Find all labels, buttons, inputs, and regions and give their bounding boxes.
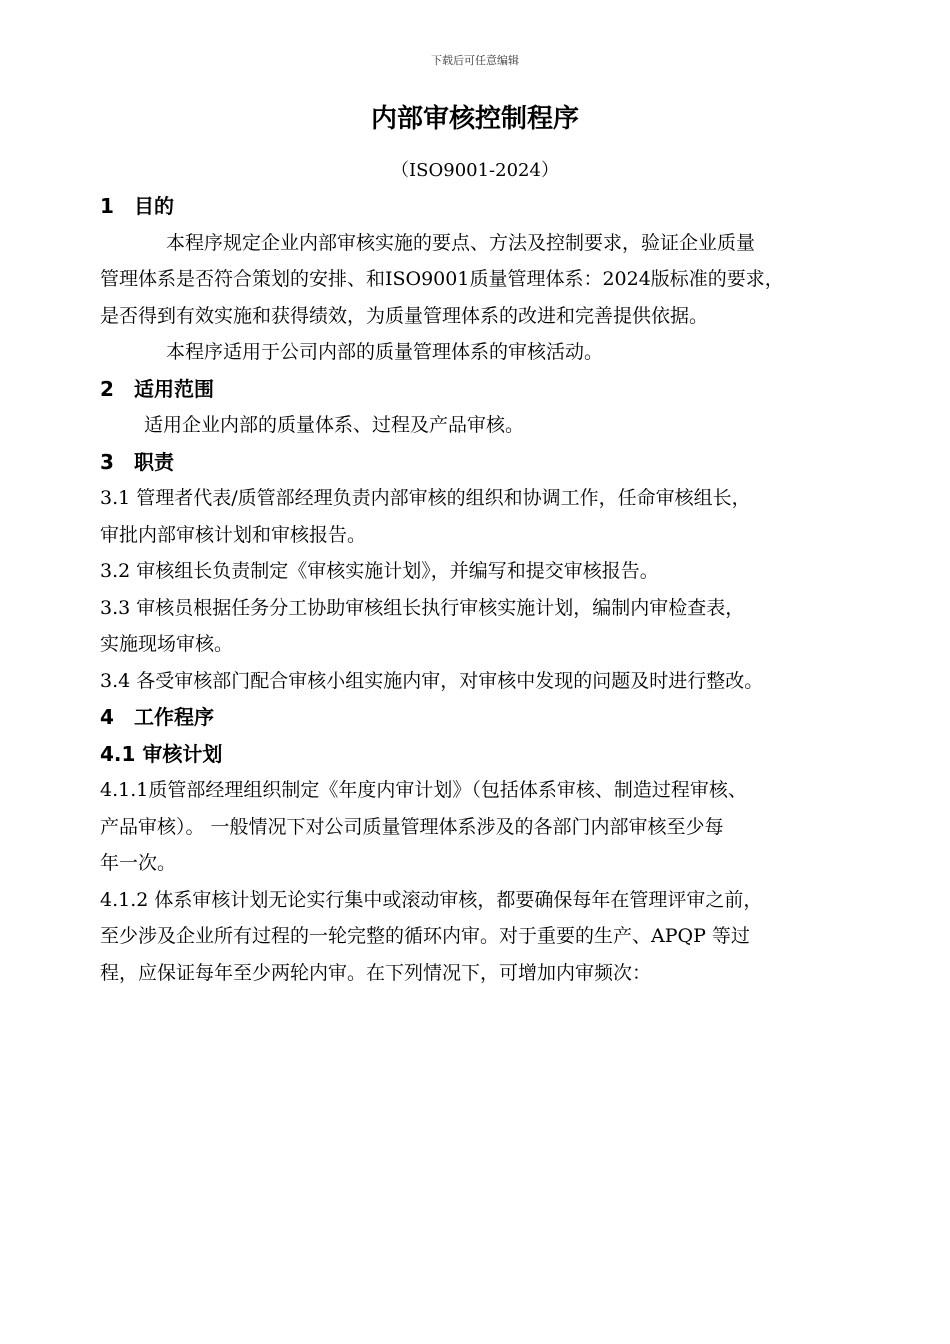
document-subtitle: （ISO9001-2024） [391, 160, 559, 181]
section-number: 2 [100, 376, 114, 401]
list-item-3-2: 3.2 审核组长负责制定《审核实施计划》，并编写和提交审核报告。 [100, 560, 659, 582]
paragraph-line: 本程序适用于公司内部的质量管理体系的审核活动。 [166, 341, 604, 363]
section-title: 目的 [134, 194, 174, 218]
paragraph-line: 年一次。 [100, 852, 177, 874]
paragraph-line: 产品审核）。 一般情况下对公司质量管理体系涉及的各部门内部审核至少每 [100, 815, 724, 838]
section-title: 工作程序 [134, 705, 214, 729]
paragraph-line: 4.1.2 体系审核计划无论实行集中或滚动审核，都要确保每年在管理评审之前， [100, 888, 763, 911]
section-number: 3 [100, 449, 114, 474]
paragraph-line: 管理体系是否符合策划的安排、和ISO9001质量管理体系：2024版标准的要求， [100, 268, 784, 290]
section-number: 1 [100, 194, 114, 218]
paragraph-line: 程，应保证每年至少两轮内审。在下列情况下，可增加内审频次： [100, 961, 652, 984]
section-title: 适用范围 [134, 376, 214, 401]
paragraph-line: 本程序规定企业内部审核实施的要点、方法及控制要求，验证企业质量 [166, 231, 756, 254]
paragraph-line: 至少涉及企业所有过程的一轮完整的循环内审。对于重要的生产、APQP 等过 [100, 925, 750, 947]
section-number: 4 [100, 705, 114, 729]
section-3-heading [100, 444, 880, 481]
paragraph-line: 适用企业内部的质量体系、过程及产品审核。 [144, 414, 525, 436]
paragraph-line: 是否得到有效实施和获得绩效，为质量管理体系的改进和完善提供依据。 [100, 304, 709, 327]
section-2-heading [100, 371, 880, 408]
section-1-heading [100, 188, 880, 225]
list-item-3-1: 3.1 管理者代表/质管部经理负责内部审核的组织和协调工作，任命审核组长， [100, 487, 751, 509]
list-item-3-4: 3.4 各受审核部门配合审核小组实施内审，对审核中发现的问题及时进行整改。 [100, 669, 764, 692]
list-item-3-3-cont: 实施现场审核。 [100, 633, 234, 655]
document-title: 内部审核控制程序 [370, 104, 579, 134]
subsection-4-1-heading: 4.1 审核计划 [100, 741, 223, 766]
section-title: 职责 [134, 449, 174, 474]
document-body [100, 188, 880, 991]
header-note: 下载后可任意编辑 [431, 54, 519, 67]
list-item-3-3: 3.3 审核员根据任务分工协助审核组长执行审核实施计划，编制内审检查表， [100, 596, 745, 619]
list-item-3-1-cont: 审批内部审核计划和审核报告。 [100, 523, 367, 546]
section-4-heading [100, 699, 880, 736]
paragraph-line: 4.1.1质管部经理组织制定《年度内审计划》（包括体系审核、制造过程审核、 [100, 779, 747, 801]
